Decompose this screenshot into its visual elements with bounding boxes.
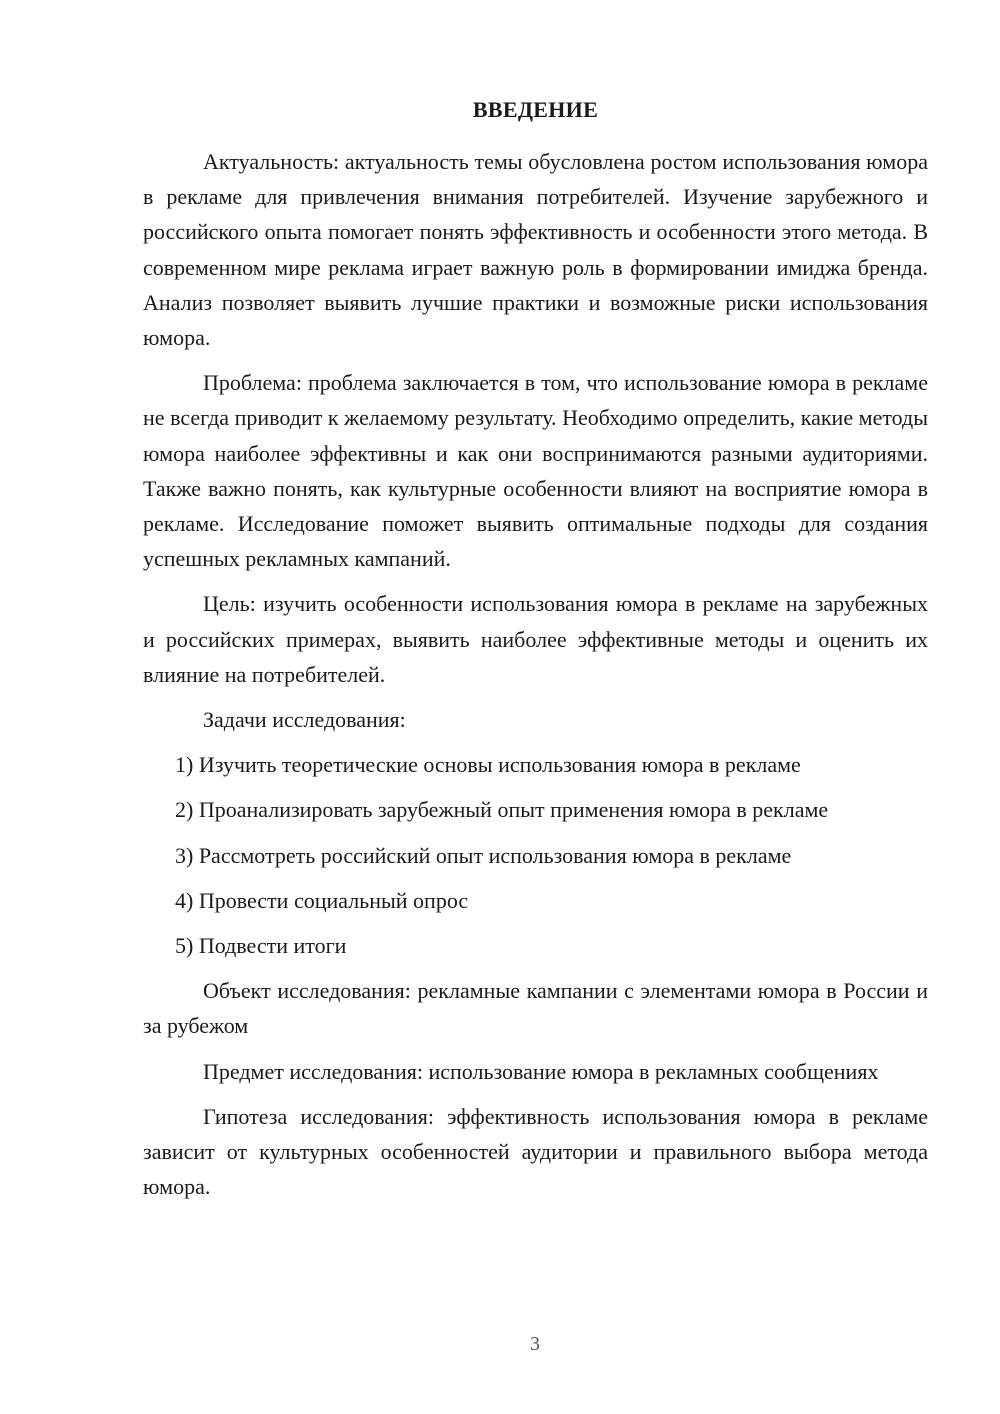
tasks-heading: Задачи исследования: xyxy=(203,707,406,733)
paragraph-object: Объект исследования: рекламные кампании с элементами юмора в России и за рубежом xyxy=(143,978,928,1039)
page-number: 3 xyxy=(530,1333,540,1355)
task-item-3: 3) Рассмотреть российский опыт использования юмора в рекламе xyxy=(175,842,792,868)
paragraph-problem: Проблема: проблема заключается в том, что использование юмора в рекламе не всегда приводит к желаемому результату. Необходимо определить, какие методы юмора наиболее эффективны и как они воспринимаются разными аудиториями. Также важно понять, как культурные особенности влияют на восприятие юмора в рекламе. Исследование поможет выявить оптимальные подходы для создания успешных рекламных кампаний. xyxy=(143,370,928,572)
section-title: ВВЕДЕНИЕ xyxy=(472,97,599,122)
tasks-list xyxy=(143,747,928,963)
paragraph-hypothesis: Гипотеза исследования: эффективность использования юмора в рекламе зависит от культурных особенностей аудитории и правильного выбора метода юмора. xyxy=(143,1103,928,1200)
task-item-4: 4) Провести социальный опрос xyxy=(175,887,469,913)
task-item-1: 1) Изучить теоретические основы использования юмора в рекламе xyxy=(175,752,801,778)
document-page xyxy=(143,94,928,1214)
task-item-5: 5) Подвести итоги xyxy=(175,933,347,959)
paragraph-relevance: Актуальность: актуальность темы обусловлена ростом использования юмора в рекламе для привлечения внимания потребителей. Изучение зарубежного и российского опыта помогает понять эффективность и особенности этого метода. В современном мире реклама играет важную роль в формировании имиджа бренда. Анализ позволяет выявить лучшие практики и возможные риски использования юмора. xyxy=(143,149,928,351)
paragraph-subject: Предмет исследования: использование юмора в рекламных сообщениях xyxy=(203,1058,879,1084)
paragraph-goal: Цель: изучить особенности использования юмора в рекламе на зарубежных и российских примерах, выявить наиболее эффективные методы и оценить их влияние на потребителей. xyxy=(143,591,928,687)
task-item-2: 2) Проанализировать зарубежный опыт применения юмора в рекламе xyxy=(175,797,829,823)
